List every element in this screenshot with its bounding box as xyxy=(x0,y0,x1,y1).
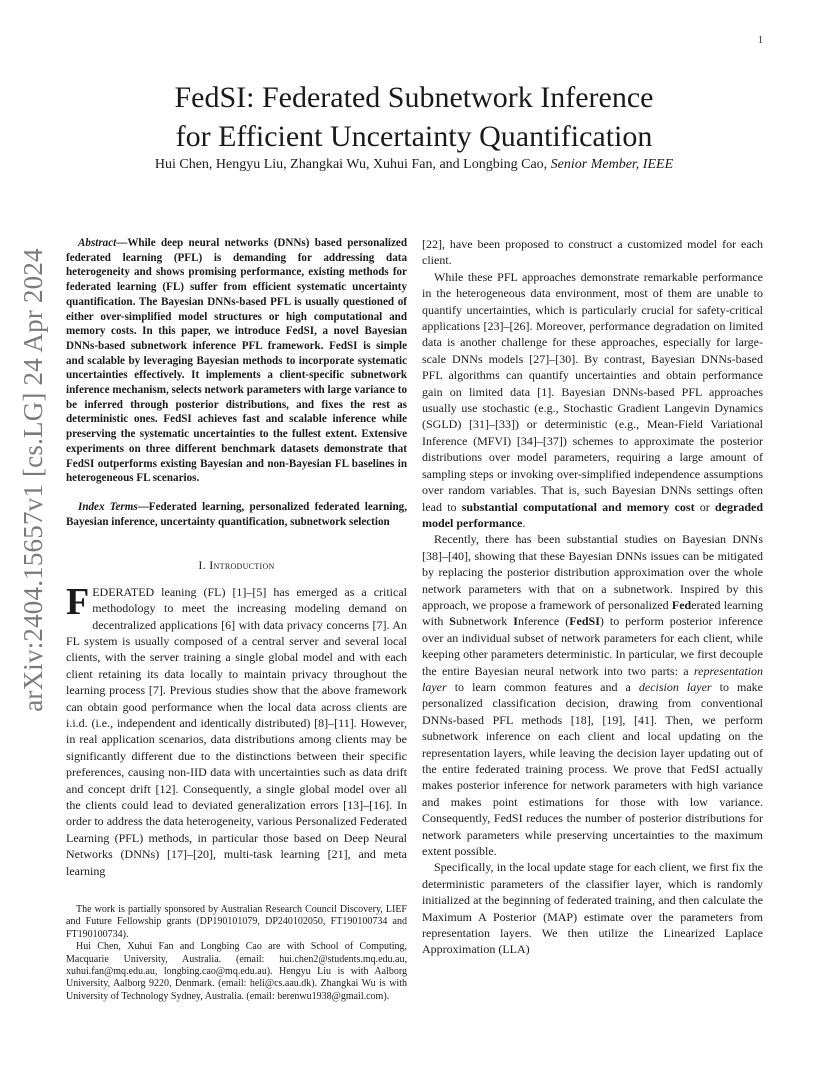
intro-paragraph-1-text: EDERATED leaning (FL) [1]–[5] has emerged as a critical methodology to meet the increasing modeling demand on decentralized applications [6] with data privacy concerns [7]. An FL system is usually composed of a central server and several local clients, with the server training a single global model and with each client retaining its data locally to maintain privacy throughout the learning process [7]. Previous studies show that the above framework can obtain good performance when the local data across clients are i.i.d. (i.e., independent and identically distributed) [8]–[11]. However, in real application scenarios, data distributions among clients may be significantly different due to the distinctions between their specific preferences, causing non-IID data with uncertainties such as data drift and concept drift [12]. Consequently, a single global model over all the clients could lead to deviated generalization errors [13]–[16]. In order to address the data heterogeneity, various Personalized Federated Learning (PFL) methods, in particular those based on Deep Neural Networks (DNNs) [17]–[20], multi-task learning [21], and meta learning xyxy=(66,584,407,878)
right-paragraph-2 xyxy=(422,269,763,532)
p3-i: I xyxy=(513,614,518,629)
right-paragraph-1: [22], have been proposed to construct a customized model for each client. xyxy=(422,237,763,268)
period: . xyxy=(522,515,526,530)
p3-fed: Fed xyxy=(671,597,692,612)
p3-part-b: erated learning with xyxy=(422,597,764,629)
author-list xyxy=(0,157,828,173)
section-heading-introduction xyxy=(66,557,407,573)
footnote-funding: The work is partially sponsored by Australian Research Council Discovery, LIEF and Future Fellowship grants (DP190101079, DP240102050, FT190100734 and FT190100734). xyxy=(66,904,407,940)
right-paragraph-2-text: While these PFL approaches demonstrate remarkable performance in the heterogeneous data environment, most of them are unable to quantify uncertainties, which is particularly crucial for safety-critical applications [23]–[26]. Moreover, performance degradation on limited data is another challenge for these approaches, especially for large-scale DNNs models [27]–[30]. By contrast, Bayesian DNNs-based PFL algorithms can quantify uncertainties and obtain performance gain on limited data [1]. Bayesian DNNs-based PFL approaches usually use stochastic (e.g., Stochastic Gradient Langevin Dynamics (SGLD) [31]–[33]) or deterministic (e.g., Mean-Field Variational Inference (MFVI) [34]–[37]) schemes to approximate the posterior distributions over model parameters, requiring a large amount of sampling steps or invoking over-simplified independence assumptions over random variables. That is, such Bayesian DNNs settings often lead to xyxy=(422,269,763,514)
author-names: Hui Chen, Hengyu Liu, Zhangkai Wu, Xuhui Fan, and Longbing Cao, xyxy=(154,157,548,172)
index-terms-label: Index Terms xyxy=(78,500,138,513)
right-paragraph-4: Specifically, in the local update stage for each client, we first fix the deterministic parameters of the classifier layer, which is randomly initialized at the beginning of federated training, and then calculate the Maximum A Posterior (MAP) estimate over the parameters from representation layers. We then utilize the Linearized Laplace Approximation (LLA) xyxy=(422,860,763,957)
p3-part-a: Recently, there has been substantial studies on Bayesian DNNs [38]–[40], showing that these Bayesian DNNs issues can be mitigated by replacing the posterior distribution approximation over the whole network parameters with that on a subnetwork. Inspired by this approach, we propose a framework of personalized xyxy=(422,532,763,612)
p3-part-d: nference ( xyxy=(517,614,570,629)
footnote-affiliations: Hui Chen, Xuhui Fan and Longbing Cao are with School of Computing, Macquarie University, Australia. (email: hui.chen2@students.mq.edu.au, xuhui.fan@mq.edu.au, longbing.cao@mq.edu.au). Hengyu Liu is with Aalborg University, Aalborg 9220, Denmark. (email: heli@cs.aau.dk). Zhangkai Wu is with University of Technology Sydney, Australia. (email: berenwu1938@gmail.com). xyxy=(66,941,407,1002)
right-column xyxy=(422,236,763,958)
paper-title xyxy=(0,78,828,156)
p3-decision-layer: decision layer xyxy=(638,679,712,694)
p3-part-g: to make personalized classification decision, drawing from conventional DNNs-based PFL methods [18], [19], [41]. Then, we perform subnetwork inference on each client and local updating on the representation layers, while leaving the decision layer updating out of the entire federated training process. We prove that FedSI actually makes posterior inference for network parameters with high variance and makes point estimations for those with low variance. Consequently, FedSI reduces the number of posterior distributions for network parameters while preserving uncertainties to the maximum extent possible. xyxy=(422,679,763,859)
abstract xyxy=(66,236,407,486)
abstract-label: Abstract xyxy=(78,237,117,249)
emphasis-cost: substantial computational and memory cost xyxy=(461,499,695,514)
left-column xyxy=(66,236,407,879)
intro-paragraph-1 xyxy=(66,580,407,879)
index-terms xyxy=(66,500,407,529)
footnotes xyxy=(66,904,407,1003)
author-role: Senior Member, IEEE xyxy=(550,157,674,172)
p3-part-c: ubnetwork xyxy=(455,614,514,629)
title-line-2: for Efficient Uncertainty Quantification xyxy=(175,120,653,153)
section-title: Introduction xyxy=(209,558,275,573)
p3-s: S xyxy=(449,614,456,629)
emphasis-performance: degraded model performance xyxy=(422,499,763,530)
p3-part-e: ) to perform posterior inference over an individual subset of network parameters for each client, while keeping other parameters deterministic. In particular, we first decouple the entire Bayesian neural network into two parts: a xyxy=(422,614,764,678)
drop-cap: F xyxy=(66,580,90,623)
abstract-text: —While deep neural networks (DNNs) based personalized federated learning (PFL) is demanding for addressing data heterogeneity and shows promising performance, existing methods for federated learning (FL) suffer from efficient systematic uncertainty quantification. The Bayesian DNNs-based PFL is usually questioned of either over-simplified model structures or high computational and memory costs. In this paper, we introduce FedSI, a novel Bayesian DNNs-based subnetwork inference PFL framework. FedSI is simple and scalable by leveraging Bayesian methods to incorporate systematic uncertainties effectively. It implements a client-specific subnetwork inference mechanism, selects network parameters with large variance to be inferred through posterior distributions, and fixes the rest as deterministic ones. FedSI achieves fast and scalable inference while preserving the systematic uncertainties to the fullest extent. Extensive experiments on three different benchmark datasets demonstrate that FedSI outperforms existing Bayesian and non-Bayesian FL baselines in heterogeneous FL scenarios. xyxy=(66,237,407,485)
connector-or: or xyxy=(694,499,715,514)
section-number: I. xyxy=(198,558,210,573)
p3-part-f: to learn common features and a xyxy=(446,679,639,694)
page-number: 1 xyxy=(758,35,763,46)
p3-representation-layer: representation layer xyxy=(422,663,763,694)
right-paragraph-3 xyxy=(422,531,763,859)
title-line-1: FedSI: Federated Subnetwork Inference xyxy=(174,81,654,114)
arxiv-identifier[interactable]: arXiv:2404.15657v1 [cs.LG] 24 Apr 2024 xyxy=(18,248,48,712)
index-terms-text: —Federated learning, personalized federated learning, Bayesian inference, uncertainty quantification, subnetwork selection xyxy=(66,500,407,528)
p3-fedsi: FedSI xyxy=(569,614,600,629)
